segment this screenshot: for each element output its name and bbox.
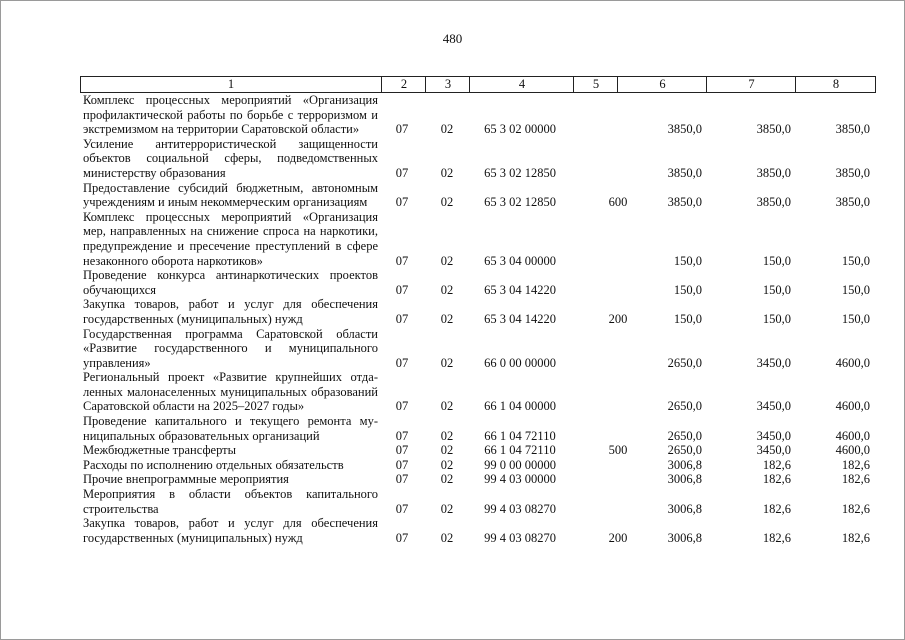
row-amount-2: 182,6 xyxy=(762,530,791,545)
table-row xyxy=(80,516,876,545)
row-target-code: 65 3 02 12850 xyxy=(484,165,556,180)
row-amount-2: 182,6 xyxy=(762,501,791,516)
row-amount-2: 3450,0 xyxy=(756,428,791,443)
page-number: 480 xyxy=(442,31,463,46)
row-description: Расходы по исполнению отдельных обязательств xyxy=(83,457,344,472)
row-amount-3: 150,0 xyxy=(841,311,870,326)
table-row xyxy=(80,370,876,414)
row-section: 07 xyxy=(395,122,409,137)
row-section: 07 xyxy=(395,311,409,326)
row-section: 07 xyxy=(395,472,409,487)
row-amount-2: 150,0 xyxy=(762,253,791,268)
row-amount-1: 150,0 xyxy=(673,311,702,326)
row-amount-2: 3450,0 xyxy=(756,399,791,414)
row-amount-1: 150,0 xyxy=(673,253,702,268)
row-target-code: 65 3 04 00000 xyxy=(484,253,556,268)
row-section: 07 xyxy=(395,501,409,516)
row-amount-1: 2650,0 xyxy=(667,355,702,370)
row-description: Государственная программа Саратовской области «Развитие государственного и муниципального управления» xyxy=(83,326,378,370)
row-amount-2: 182,6 xyxy=(762,472,791,487)
row-expense-type: 200 xyxy=(608,311,628,326)
row-expense-type: 600 xyxy=(608,195,628,210)
table-row xyxy=(80,458,876,473)
header-col-2: 2 xyxy=(381,77,426,92)
row-target-code: 65 3 04 14220 xyxy=(484,282,556,297)
row-target-code: 65 3 04 14220 xyxy=(484,311,556,326)
row-amount-1: 3006,8 xyxy=(667,457,702,472)
row-section: 07 xyxy=(395,282,409,297)
row-amount-3: 150,0 xyxy=(841,282,870,297)
row-amount-1: 3850,0 xyxy=(667,122,702,137)
row-description: Прочие внепрограммные мероприятия xyxy=(83,472,289,487)
row-amount-1: 3006,8 xyxy=(667,472,702,487)
row-subsection: 02 xyxy=(440,428,454,443)
header-col-8: 8 xyxy=(795,77,876,92)
row-subsection: 02 xyxy=(440,472,454,487)
row-target-code: 99 4 03 08270 xyxy=(484,501,556,516)
row-section: 07 xyxy=(395,399,409,414)
header-col-3: 3 xyxy=(425,77,470,92)
row-subsection: 02 xyxy=(440,122,454,137)
row-amount-1: 2650,0 xyxy=(667,399,702,414)
row-subsection: 02 xyxy=(440,501,454,516)
table-row xyxy=(80,443,876,458)
table-row xyxy=(80,210,876,268)
row-amount-3: 182,6 xyxy=(841,501,870,516)
header-col-7: 7 xyxy=(706,77,796,92)
row-amount-1: 150,0 xyxy=(673,282,702,297)
row-section: 07 xyxy=(395,530,409,545)
row-amount-3: 3850,0 xyxy=(835,195,870,210)
row-subsection: 02 xyxy=(440,443,454,458)
row-description: Усиление антитеррористической защищенности объектов социальной сферы, подведомственных министерству образования xyxy=(83,136,378,180)
header-col-5: 5 xyxy=(573,77,618,92)
row-section: 07 xyxy=(395,253,409,268)
row-amount-1: 2650,0 xyxy=(667,443,702,458)
table-row xyxy=(80,137,876,181)
row-amount-1: 3006,8 xyxy=(667,530,702,545)
table-row xyxy=(80,472,876,487)
row-section: 07 xyxy=(395,457,409,472)
table-row xyxy=(80,181,876,210)
row-expense-type: 500 xyxy=(608,443,628,458)
row-amount-3: 182,6 xyxy=(841,472,870,487)
row-amount-3: 3850,0 xyxy=(835,122,870,137)
table-header xyxy=(80,76,876,93)
row-description: Региональный проект «Развитие крупнейших отдаленных малонаселенных муниципальных образований Саратовской области на 2025–2027 годы» xyxy=(83,370,378,414)
row-target-code: 65 3 02 12850 xyxy=(484,195,556,210)
row-amount-3: 3850,0 xyxy=(835,165,870,180)
row-amount-3: 182,6 xyxy=(841,457,870,472)
row-description: Проведение конкурса антинаркотических проектов обучающихся xyxy=(83,268,378,297)
row-amount-2: 3850,0 xyxy=(756,165,791,180)
row-subsection: 02 xyxy=(440,253,454,268)
row-subsection: 02 xyxy=(440,355,454,370)
row-amount-2: 182,6 xyxy=(762,457,791,472)
row-amount-1: 3850,0 xyxy=(667,195,702,210)
row-amount-3: 182,6 xyxy=(841,530,870,545)
row-section: 07 xyxy=(395,428,409,443)
row-expense-type: 200 xyxy=(608,530,628,545)
table-row xyxy=(80,414,876,443)
row-section: 07 xyxy=(395,195,409,210)
row-description: Закупка товаров, работ и услуг для обеспечения государственных (муниципальных) нужд xyxy=(83,516,378,545)
row-subsection: 02 xyxy=(440,282,454,297)
row-amount-1: 2650,0 xyxy=(667,428,702,443)
row-amount-2: 3450,0 xyxy=(756,443,791,458)
row-amount-3: 150,0 xyxy=(841,253,870,268)
row-description: Комплекс процессных мероприятий «Организация профилактической работы по борьбе с терроризмом и экстремизмом на территории Саратовской области» xyxy=(83,93,378,137)
table-row xyxy=(80,93,876,137)
table-row xyxy=(80,327,876,371)
row-subsection: 02 xyxy=(440,530,454,545)
row-target-code: 99 0 00 00000 xyxy=(484,457,556,472)
row-section: 07 xyxy=(395,443,409,458)
row-subsection: 02 xyxy=(440,195,454,210)
row-amount-2: 3450,0 xyxy=(756,355,791,370)
row-subsection: 02 xyxy=(440,399,454,414)
row-description: Мероприятия в области объектов капитального строительства xyxy=(83,487,378,516)
row-description: Межбюджетные трансферты xyxy=(83,443,237,458)
row-section: 07 xyxy=(395,165,409,180)
table-row xyxy=(80,487,876,516)
row-description: Комплекс процессных мероприятий «Организация мер, направленных на снижение спроса на наркотики, предупреждение и пресечение преступлений в сфере незаконного оборота наркотиков» xyxy=(83,209,378,268)
row-amount-3: 4600,0 xyxy=(835,428,870,443)
row-target-code: 66 0 00 00000 xyxy=(484,355,556,370)
row-amount-1: 3006,8 xyxy=(667,501,702,516)
row-amount-3: 4600,0 xyxy=(835,355,870,370)
row-target-code: 66 1 04 00000 xyxy=(484,399,556,414)
row-amount-1: 3850,0 xyxy=(667,165,702,180)
row-description: Закупка товаров, работ и услуг для обеспечения государственных (муниципальных) нужд xyxy=(83,297,378,326)
row-section: 07 xyxy=(395,355,409,370)
row-amount-2: 3850,0 xyxy=(756,122,791,137)
header-col-1: 1 xyxy=(227,77,235,91)
row-amount-2: 150,0 xyxy=(762,311,791,326)
row-subsection: 02 xyxy=(440,457,454,472)
row-subsection: 02 xyxy=(440,165,454,180)
row-subsection: 02 xyxy=(440,311,454,326)
row-target-code: 99 4 03 00000 xyxy=(484,472,556,487)
row-target-code: 66 1 04 72110 xyxy=(484,428,556,443)
header-col-4: 4 xyxy=(469,77,574,92)
row-description: Проведение капитального и текущего ремонта муниципальных образовательных организаций xyxy=(83,414,378,443)
table-body xyxy=(80,93,876,545)
row-amount-3: 4600,0 xyxy=(835,443,870,458)
header-col-6: 6 xyxy=(617,77,707,92)
row-amount-3: 4600,0 xyxy=(835,399,870,414)
row-target-code: 65 3 02 00000 xyxy=(484,122,556,137)
row-target-code: 66 1 04 72110 xyxy=(484,443,556,458)
row-amount-2: 150,0 xyxy=(762,282,791,297)
row-description: Предоставление субсидий бюджетным, автономным учреждениям и иным некоммерческим организациям xyxy=(83,180,378,210)
row-amount-2: 3850,0 xyxy=(756,195,791,210)
table-row xyxy=(80,297,876,326)
table-row xyxy=(80,268,876,297)
row-target-code: 99 4 03 08270 xyxy=(484,530,556,545)
